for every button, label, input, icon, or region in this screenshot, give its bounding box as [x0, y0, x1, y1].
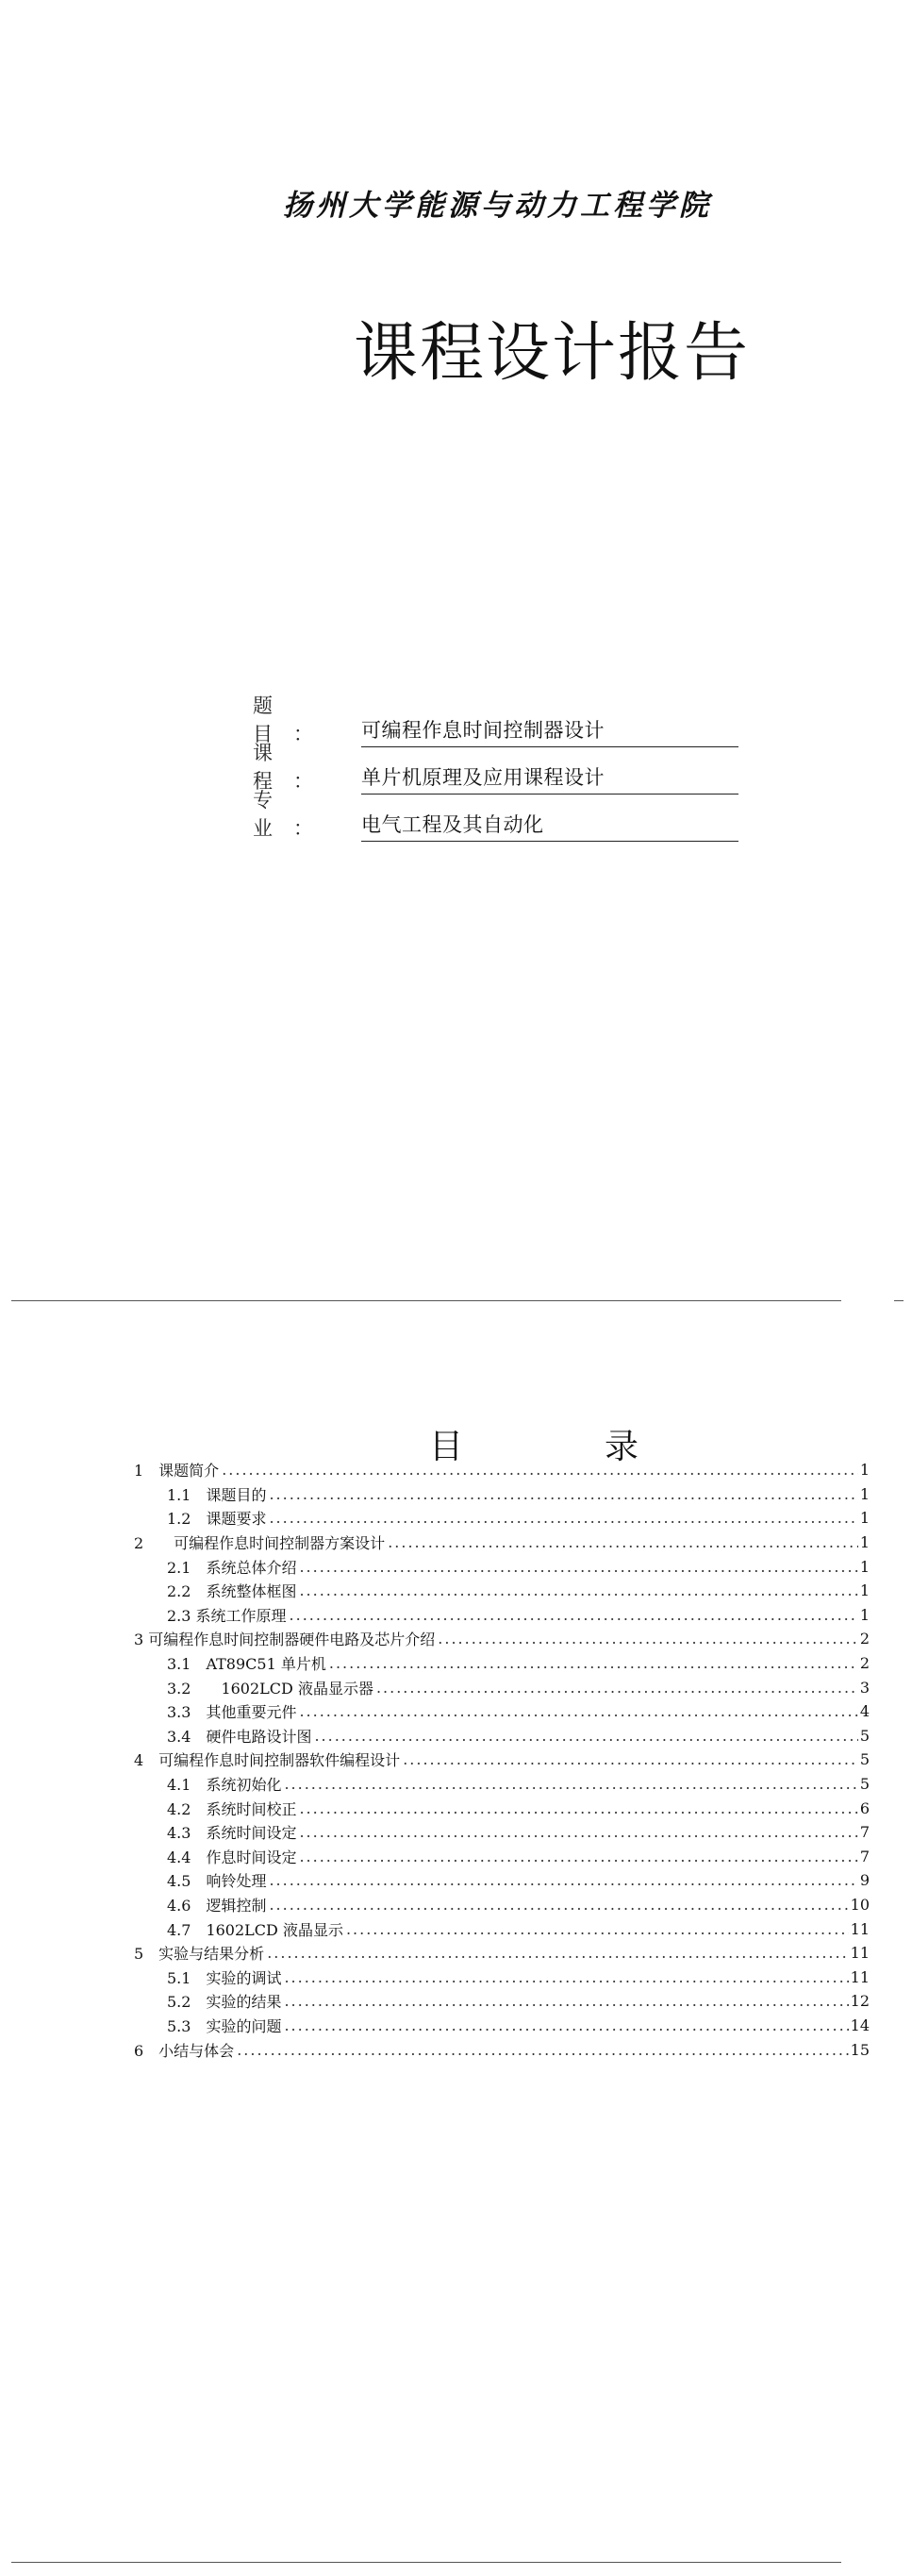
toc-entry-label: 4 可编程作息时间控制器软件编程设计 [134, 1751, 401, 1770]
toc-entry[interactable] [134, 1627, 870, 1651]
toc-entry-label: 3 可编程作息时间控制器硬件电路及芯片介绍 [134, 1631, 436, 1649]
toc-entry-page: 2 [859, 1654, 870, 1673]
toc-entry-label: 4.4 作息时间设定 [167, 1848, 297, 1866]
toc-leader-dots [284, 1775, 857, 1793]
toc-leader-dots [237, 2041, 848, 2059]
toc-entry-page: 1 [859, 1461, 870, 1480]
info-label: 课 程： [253, 742, 334, 793]
info-value: 单片机原理及应用课程设计 [361, 762, 738, 795]
toc-entry[interactable] [134, 1845, 870, 1869]
toc-entry-label: 3.3 其他重要元件 [167, 1703, 297, 1722]
toc-entry-label: 2.3 系统工作原理 [167, 1606, 287, 1625]
info-row-major [253, 789, 743, 842]
toc-entry-page: 4 [859, 1702, 870, 1721]
toc-entry[interactable] [134, 1989, 870, 2014]
toc-leader-dots [329, 1654, 858, 1672]
toc-entry[interactable] [134, 1748, 870, 1772]
toc-entry-label: 3.2 1602LCD 液晶显示器 [167, 1679, 373, 1698]
toc-entry-label: 4.6 逻辑控制 [167, 1896, 267, 1915]
toc-entry-label: 2.2 系统整体框图 [167, 1582, 297, 1601]
info-label: 专 业： [253, 789, 334, 840]
toc-entry-page: 1 [859, 1509, 870, 1528]
toc-entry-page: 11 [850, 1919, 870, 1938]
toc-entry-label: 2 可编程作息时间控制器方案设计 [134, 1534, 386, 1553]
page-divider-bottom [11, 2562, 841, 2563]
cover-info [253, 694, 743, 842]
page-divider [11, 1300, 841, 1301]
toc-entry[interactable] [134, 1603, 870, 1628]
toc-entry[interactable] [134, 1458, 870, 1482]
toc-entry-page: 11 [850, 1967, 870, 1986]
toc-leader-dots [269, 1509, 857, 1527]
toc-leader-dots [314, 1727, 857, 1745]
toc-leader-dots [269, 1871, 857, 1889]
toc-entry[interactable] [134, 1820, 870, 1845]
toc-entry[interactable] [134, 1699, 870, 1724]
toc-leader-dots [403, 1750, 858, 1768]
toc-entry-page: 12 [850, 1992, 870, 2011]
toc-entry-page: 5 [859, 1775, 870, 1794]
toc-entry-label: 5.3 实验的问题 [167, 2016, 282, 2035]
toc-entry-label: 6 小结与体会 [134, 2041, 235, 2060]
toc-title-left: 目 [429, 1428, 464, 1466]
toc-entry-page: 14 [850, 2016, 870, 2034]
toc-entry-label: 1.1 课题目的 [167, 1485, 267, 1504]
toc-entry[interactable] [134, 1965, 870, 1989]
toc-leader-dots [290, 1606, 858, 1624]
toc-entry[interactable] [134, 1772, 870, 1797]
toc-title-right: 录 [605, 1428, 639, 1466]
toc-entry-page: 1 [859, 1581, 870, 1600]
toc-entry[interactable] [134, 1651, 870, 1676]
toc-leader-dots [299, 1702, 857, 1720]
toc-leader-dots [222, 1461, 858, 1479]
toc-leader-dots [438, 1630, 858, 1648]
toc-entry[interactable] [134, 1506, 870, 1531]
toc-entry[interactable] [134, 1796, 870, 1820]
toc-entry-label: 4.7 1602LCD 液晶显示 [167, 1920, 343, 1939]
toc-entry-page: 1 [859, 1557, 870, 1576]
toc-entry-page: 1 [859, 1605, 870, 1624]
toc-leader-dots [346, 1920, 849, 1938]
toc-leader-dots [299, 1558, 857, 1576]
toc-entry-page: 5 [859, 1726, 870, 1745]
toc-entry-label: 1.2 课题要求 [167, 1510, 267, 1529]
page-divider-tail [894, 1300, 904, 1301]
toc-entry-page: 9 [859, 1871, 870, 1890]
toc-entry[interactable] [134, 1916, 870, 1941]
toc-entry[interactable] [134, 2014, 870, 2038]
toc-entry[interactable] [134, 1724, 870, 1748]
toc-leader-dots [284, 2016, 848, 2034]
info-label: 题 目： [253, 694, 334, 745]
toc-leader-dots [299, 1823, 857, 1841]
report-title: 课程设计报告 [354, 316, 751, 391]
toc-entry-label: 5 实验与结果分析 [134, 1945, 265, 1964]
toc-entry-label: 4.3 系统时间设定 [167, 1824, 297, 1843]
toc-entry-page: 1 [859, 1533, 870, 1552]
toc-page [0, 1316, 912, 2576]
info-value: 可编程作息时间控制器设计 [361, 715, 738, 747]
toc-leader-dots [269, 1896, 848, 1914]
toc-entry-page: 3 [859, 1678, 870, 1697]
toc-entry-page: 10 [850, 1895, 870, 1914]
toc-entry-page: 2 [859, 1630, 870, 1648]
toc-entry[interactable] [134, 2037, 870, 2062]
toc-entry[interactable] [134, 1941, 870, 1965]
toc-leader-dots [284, 1968, 848, 1986]
toc-entry-label: 2.1 系统总体介绍 [167, 1558, 297, 1577]
toc-entry-page: 1 [859, 1484, 870, 1503]
toc-leader-dots [269, 1485, 857, 1503]
toc-entry-label: 1 课题简介 [134, 1462, 220, 1480]
school-name: 扬州大学能源与动力工程学院 [283, 189, 712, 223]
toc-entry-page: 15 [850, 2040, 870, 2059]
toc-entry-page: 5 [859, 1750, 870, 1769]
toc-entry-label: 4.5 响铃处理 [167, 1872, 267, 1891]
toc-entry[interactable] [134, 1868, 870, 1893]
toc-leader-dots [388, 1533, 858, 1551]
toc-entry[interactable] [134, 1675, 870, 1699]
toc-leader-dots [376, 1679, 858, 1697]
toc-leader-dots [299, 1799, 857, 1817]
toc-entry-label: 3.1 AT89C51 单片机 [167, 1655, 326, 1674]
toc-entry-label: 5.2 实验的结果 [167, 1993, 282, 2012]
toc-leader-dots [284, 1992, 848, 2010]
toc-leader-dots [299, 1581, 857, 1599]
toc-leader-dots [299, 1848, 857, 1865]
toc-entry-page: 7 [859, 1847, 870, 1865]
toc-entry-label: 5.1 实验的调试 [167, 1968, 282, 1987]
toc-entry-label: 4.1 系统初始化 [167, 1776, 282, 1795]
toc-entry[interactable] [134, 1579, 870, 1603]
info-value: 电气工程及其自动化 [361, 810, 738, 842]
toc-entry-page: 6 [859, 1798, 870, 1817]
toc-leader-dots [267, 1944, 848, 1962]
toc-entry-page: 7 [859, 1823, 870, 1842]
toc-entry[interactable] [134, 1554, 870, 1579]
toc-entry-label: 3.4 硬件电路设计图 [167, 1727, 312, 1746]
toc-entry[interactable] [134, 1482, 870, 1507]
toc-list [134, 1458, 870, 2062]
toc-entry[interactable] [134, 1893, 870, 1917]
toc-entry-label: 4.2 系统时间校正 [167, 1799, 297, 1818]
toc-entry-page: 11 [850, 1944, 870, 1963]
toc-entry[interactable] [134, 1531, 870, 1555]
